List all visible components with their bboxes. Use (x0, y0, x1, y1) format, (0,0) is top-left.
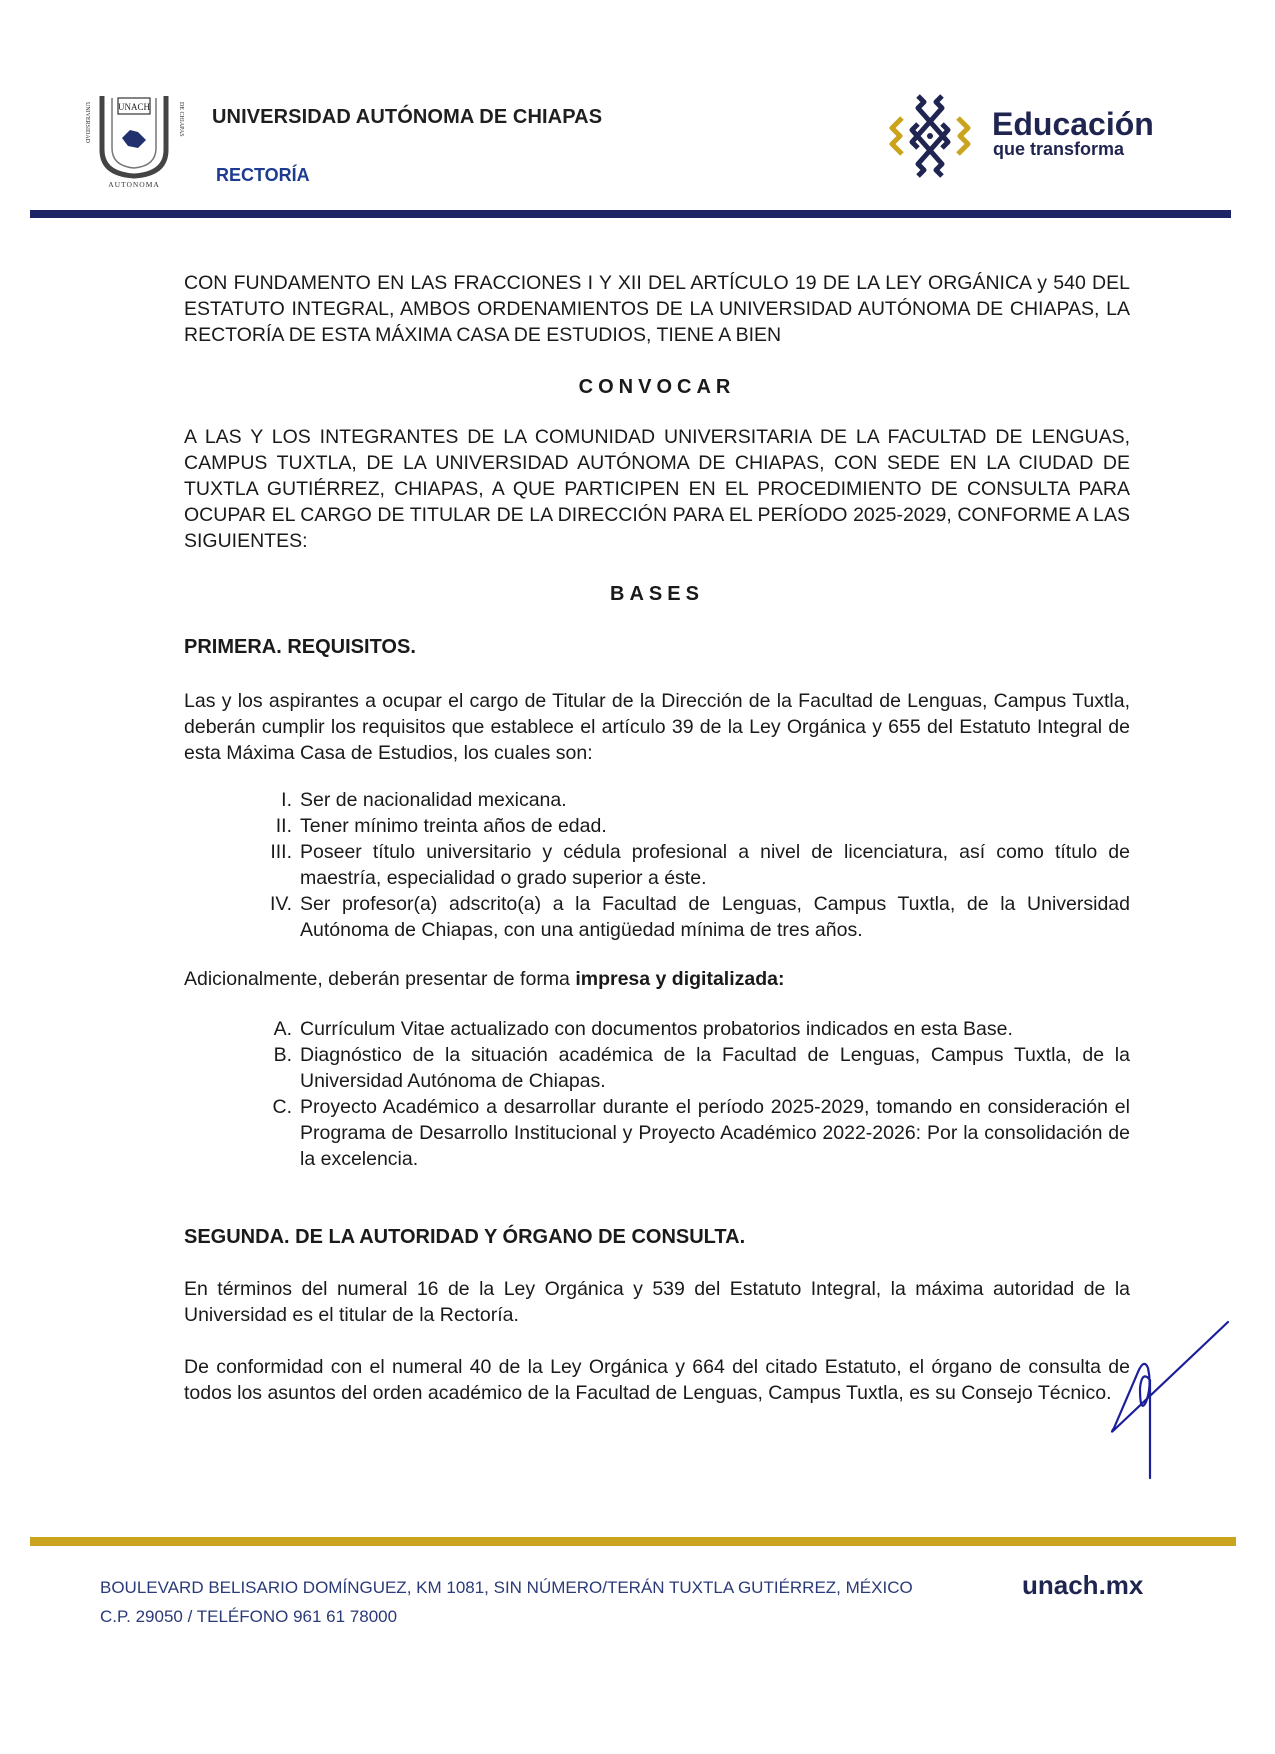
primera-heading: PRIMERA. REQUISITOS. (184, 636, 416, 658)
education-brand-icon (888, 92, 988, 180)
footer-divider (30, 1537, 1236, 1546)
requisitos-list (244, 787, 1130, 943)
footer-contact: C.P. 29050 / TELÉFONO 961 61 78000 (100, 1607, 398, 1626)
primera-paragraph: Las y los aspirantes a ocupar el cargo de Titular de la Dirección de la Facultad de Lenguas, Campus Tuxtla, deberán cumplir los requisitos que establece el artículo 39 de la Ley Orgánica y 655 del Estatuto Integral de esta Máxima Casa de Estudios, los cuales son: (184, 690, 1130, 764)
convocar-heading: CONVOCAR (578, 376, 736, 398)
list-text: Ser de nacionalidad mexicana. (300, 789, 567, 811)
brand-subtitle: que transforma (993, 139, 1125, 159)
adicional-paragraph (184, 966, 1130, 992)
list-marker: C. (272, 1096, 292, 1118)
list-item (244, 891, 1130, 943)
list-item (244, 1094, 1130, 1172)
header-divider (30, 210, 1231, 218)
adicional-emphasis: impresa y digitalizada: (575, 968, 785, 990)
list-text: Diagnóstico de la situación académica de la Facultad de Lenguas, Campus Tuxtla, de la Universidad Autónoma de Chiapas. (300, 1044, 1130, 1092)
footer-website[interactable]: unach.mx (1022, 1570, 1144, 1600)
list-text: Currículum Vitae actualizado con documentos probatorios indicados en esta Base. (300, 1018, 1013, 1040)
office-name: RECTORÍA (216, 165, 310, 185)
list-text: Tener mínimo treinta años de edad. (300, 815, 607, 837)
intro-paragraph: CON FUNDAMENTO EN LAS FRACCIONES I Y XII DEL ARTÍCULO 19 DE LA LEY ORGÁNICA y 540 DEL ESTATUTO INTEGRAL, AMBOS ORDENAMIENTOS DE LA UNIVERSIDAD AUTÓNOMA DE CHIAPAS, LA RECTORÍA DE ESTA MÁXIMA CASA DE ESTUDIOS, TIENE A BIEN (184, 272, 1130, 346)
list-text: Ser profesor(a) adscrito(a) a la Facultad de Lenguas, Campus Tuxtla, de la Universidad Autónoma de Chiapas, con una antigüedad mínima de tres años. (300, 893, 1130, 941)
list-item (244, 1016, 1130, 1042)
university-name: UNIVERSIDAD AUTÓNOMA DE CHIAPAS (212, 106, 603, 128)
convocatoria-paragraph: A LAS Y LOS INTEGRANTES DE LA COMUNIDAD UNIVERSITARIA DE LA FACULTAD DE LENGUAS, CAMPUS TUXTLA, DE LA UNIVERSIDAD AUTÓNOMA DE CHIAPAS, CON SEDE EN LA CIUDAD DE TUXTLA GUTIÉRREZ, CHIAPAS, A QUE PARTICIPEN EN EL PROCEDIMIENTO DE CONSULTA PARA OCUPAR EL CARGO DE TITULAR DE LA DIRECCIÓN PARA EL PERÍODO 2025-2029, CONFORME A LAS SIGUIENTES: (184, 426, 1130, 552)
adicional-lead: Adicionalmente, deberán presentar de forma (184, 968, 576, 990)
segunda-paragraph-2: De conformidad con el numeral 40 de la Ley Orgánica y 664 del citado Estatuto, el órgano de consulta de todos los asuntos del orden académico de la Facultad de Lenguas, Campus Tuxtla, es su Consejo Técnico. (184, 1356, 1130, 1404)
list-marker: A. (273, 1018, 292, 1040)
segunda-heading: SEGUNDA. DE LA AUTORIDAD Y ÓRGANO DE CONSULTA. (184, 1226, 746, 1248)
signature (1100, 1310, 1250, 1490)
unach-seal-logo (80, 88, 188, 188)
list-item (244, 839, 1130, 891)
list-marker: I. (281, 789, 292, 811)
list-item (244, 813, 1130, 839)
list-marker: II. (275, 815, 292, 837)
list-text: Poseer título universitario y cédula profesional a nivel de licenciatura, así como título de maestría, especialidad o grado superior a éste. (300, 841, 1130, 889)
bases-heading: BASES (610, 583, 704, 605)
list-marker: IV. (269, 893, 292, 915)
svg-text:UNACH: UNACH (117, 102, 151, 112)
list-item (244, 787, 1130, 813)
svg-text:UNIVERSIDAD: UNIVERSIDAD (84, 102, 90, 143)
documentos-list (244, 1016, 1130, 1172)
segunda-paragraph-1: En términos del numeral 16 de la Ley Orgánica y 539 del Estatuto Integral, la máxima autoridad de la Universidad es el titular de la Rectoría. (184, 1278, 1130, 1326)
svg-text:DE CHIAPAS: DE CHIAPAS (178, 102, 184, 137)
list-marker: III. (270, 841, 292, 863)
list-marker: B. (273, 1044, 292, 1066)
brand-title: Educación (992, 106, 1154, 142)
list-text: Proyecto Académico a desarrollar durante el período 2025-2029, tomando en consideración el Programa de Desarrollo Institucional y Proyecto Académico 2022-2026: Por la consolidación de la excelencia. (300, 1096, 1130, 1170)
list-item (244, 1042, 1130, 1094)
svg-text:AUTONOMA: AUTONOMA (108, 180, 160, 188)
footer-address: BOULEVARD BELISARIO DOMÍNGUEZ, KM 1081, SIN NÚMERO/TERÁN TUXTLA GUTIÉRREZ, MÉXICO (100, 1578, 913, 1597)
